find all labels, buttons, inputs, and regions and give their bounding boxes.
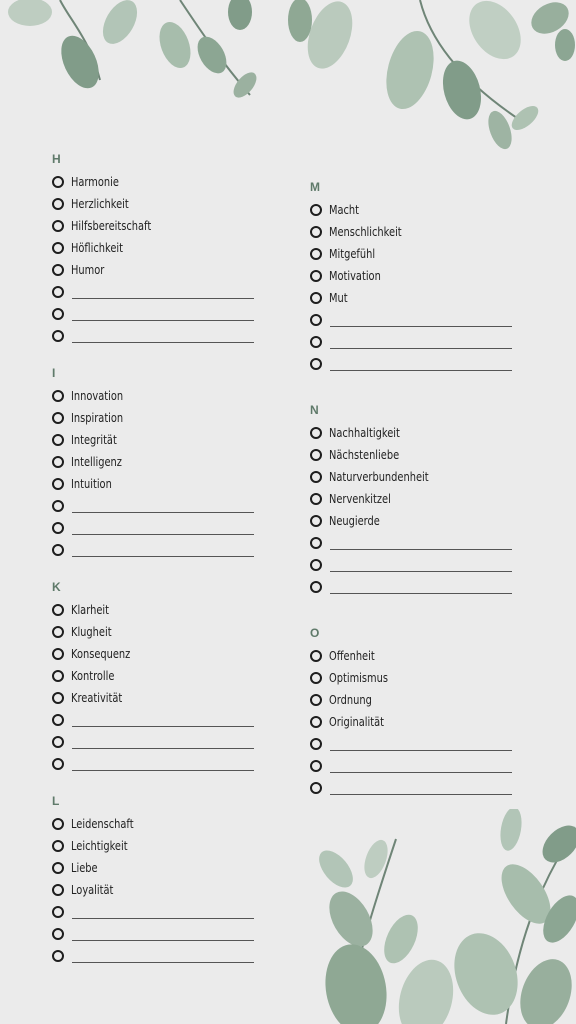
blank-line[interactable]: [72, 770, 254, 771]
blank-value-item[interactable]: [52, 520, 282, 536]
circle-outline-icon[interactable]: [52, 714, 64, 726]
section-letter: I: [52, 366, 56, 380]
circle-outline-icon[interactable]: [52, 692, 64, 704]
value-label: Optimismus: [329, 671, 388, 685]
blank-value-item[interactable]: [52, 756, 282, 772]
section-letter: N: [310, 403, 319, 417]
circle-outline-icon[interactable]: [52, 198, 64, 210]
section-letter: H: [52, 152, 61, 166]
circle-outline-icon[interactable]: [52, 478, 64, 490]
value-item[interactable]: [310, 714, 540, 730]
blank-line[interactable]: [330, 571, 512, 572]
circle-outline-icon[interactable]: [310, 204, 322, 216]
blank-value-item[interactable]: [52, 284, 282, 300]
value-label: Menschlichkeit: [329, 225, 402, 239]
circle-outline-icon[interactable]: [52, 818, 64, 830]
value-label: Ordnung: [329, 693, 372, 707]
blank-line[interactable]: [72, 534, 254, 535]
circle-outline-icon[interactable]: [310, 650, 322, 662]
value-label: Klugheit: [71, 625, 112, 639]
circle-outline-icon[interactable]: [52, 736, 64, 748]
value-label: Naturverbundenheit: [329, 470, 429, 484]
section-letter: O: [310, 626, 320, 640]
circle-outline-icon[interactable]: [310, 672, 322, 684]
value-item[interactable]: [310, 692, 540, 708]
blank-line[interactable]: [330, 326, 512, 327]
section-n: [310, 403, 540, 601]
circle-outline-icon[interactable]: [310, 248, 322, 260]
section-l: [52, 794, 282, 970]
circle-outline-icon[interactable]: [52, 862, 64, 874]
blank-line[interactable]: [72, 962, 254, 963]
value-label: Macht: [329, 203, 360, 217]
circle-outline-icon[interactable]: [52, 522, 64, 534]
eucalyptus-leaves-bottom: [276, 809, 576, 1024]
value-label: Loyalität: [71, 883, 114, 897]
circle-outline-icon[interactable]: [52, 220, 64, 232]
circle-outline-icon[interactable]: [52, 286, 64, 298]
value-label: Herzlichkeit: [71, 197, 129, 211]
value-item[interactable]: [52, 646, 282, 662]
blank-line[interactable]: [72, 940, 254, 941]
value-item[interactable]: [310, 246, 540, 262]
value-label: Integrität: [71, 433, 117, 447]
value-item[interactable]: [52, 690, 282, 706]
blank-line[interactable]: [330, 593, 512, 594]
circle-outline-icon[interactable]: [52, 758, 64, 770]
section-m: [310, 180, 540, 378]
blank-line[interactable]: [72, 512, 254, 513]
value-label: Mut: [329, 291, 348, 305]
value-item[interactable]: [52, 668, 282, 684]
section-k: [52, 580, 282, 778]
section-letter: M: [310, 180, 320, 194]
circle-outline-icon[interactable]: [52, 928, 64, 940]
circle-outline-icon[interactable]: [52, 242, 64, 254]
blank-value-item[interactable]: [52, 328, 282, 344]
circle-outline-icon[interactable]: [52, 604, 64, 616]
blank-line[interactable]: [72, 320, 254, 321]
circle-outline-icon[interactable]: [52, 906, 64, 918]
circle-outline-icon[interactable]: [310, 694, 322, 706]
circle-outline-icon[interactable]: [52, 626, 64, 638]
circle-outline-icon[interactable]: [52, 390, 64, 402]
value-item[interactable]: [52, 454, 282, 470]
circle-outline-icon[interactable]: [52, 308, 64, 320]
circle-outline-icon[interactable]: [310, 515, 322, 527]
circle-outline-icon[interactable]: [310, 537, 322, 549]
circle-outline-icon[interactable]: [310, 427, 322, 439]
value-item[interactable]: [310, 268, 540, 284]
blank-line[interactable]: [72, 298, 254, 299]
blank-value-item[interactable]: [52, 542, 282, 558]
value-item[interactable]: [52, 602, 282, 618]
circle-outline-icon[interactable]: [310, 226, 322, 238]
value-item[interactable]: [52, 838, 282, 854]
blank-line[interactable]: [72, 342, 254, 343]
value-item[interactable]: [52, 476, 282, 492]
value-item[interactable]: [310, 469, 540, 485]
blank-value-item[interactable]: [52, 926, 282, 942]
circle-outline-icon[interactable]: [52, 884, 64, 896]
circle-outline-icon[interactable]: [52, 434, 64, 446]
blank-value-item[interactable]: [310, 334, 540, 350]
blank-value-item[interactable]: [52, 948, 282, 964]
circle-outline-icon[interactable]: [310, 314, 322, 326]
circle-outline-icon[interactable]: [310, 471, 322, 483]
value-item[interactable]: [310, 425, 540, 441]
blank-line[interactable]: [72, 918, 254, 919]
value-item[interactable]: [310, 670, 540, 686]
value-item[interactable]: [310, 491, 540, 507]
value-item[interactable]: [52, 410, 282, 426]
circle-outline-icon[interactable]: [310, 270, 322, 282]
value-item[interactable]: [310, 513, 540, 529]
eucalyptus-leaves-top: [0, 0, 576, 170]
value-label: Originalität: [329, 715, 384, 729]
circle-outline-icon[interactable]: [52, 264, 64, 276]
circle-outline-icon[interactable]: [310, 716, 322, 728]
value-item[interactable]: [52, 860, 282, 876]
circle-outline-icon[interactable]: [52, 670, 64, 682]
value-item[interactable]: [52, 388, 282, 404]
blank-value-item[interactable]: [310, 312, 540, 328]
circle-outline-icon[interactable]: [52, 544, 64, 556]
circle-outline-icon[interactable]: [52, 176, 64, 188]
circle-outline-icon[interactable]: [310, 760, 322, 772]
section-letter: K: [52, 580, 61, 594]
value-item[interactable]: [310, 290, 540, 306]
value-label: Konsequenz: [71, 647, 131, 661]
circle-outline-icon[interactable]: [310, 581, 322, 593]
value-label: Kreativität: [71, 691, 123, 705]
circle-outline-icon[interactable]: [310, 493, 322, 505]
value-label: Nächstenliebe: [329, 448, 400, 462]
section-letter: L: [52, 794, 60, 808]
circle-outline-icon[interactable]: [52, 330, 64, 342]
circle-outline-icon[interactable]: [52, 500, 64, 512]
value-item[interactable]: [52, 262, 282, 278]
value-label: Intelligenz: [71, 455, 122, 469]
circle-outline-icon[interactable]: [310, 292, 322, 304]
circle-outline-icon[interactable]: [310, 782, 322, 794]
circle-outline-icon[interactable]: [310, 559, 322, 571]
blank-line[interactable]: [72, 748, 254, 749]
value-label: Leidenschaft: [71, 817, 134, 831]
blank-value-item[interactable]: [310, 780, 540, 796]
value-label: Nachhaltigkeit: [329, 426, 400, 440]
value-label: Höflichkeit: [71, 241, 123, 255]
value-item[interactable]: [310, 648, 540, 664]
circle-outline-icon[interactable]: [52, 950, 64, 962]
blank-value-item[interactable]: [310, 758, 540, 774]
value-label: Neugierde: [329, 514, 380, 528]
section-o: [310, 626, 540, 802]
blank-line[interactable]: [330, 549, 512, 550]
blank-line[interactable]: [330, 750, 512, 751]
value-item[interactable]: [310, 202, 540, 218]
value-label: Humor: [71, 263, 105, 277]
circle-outline-icon[interactable]: [310, 358, 322, 370]
circle-outline-icon[interactable]: [310, 449, 322, 461]
blank-value-item[interactable]: [52, 498, 282, 514]
blank-line[interactable]: [330, 348, 512, 349]
value-label: Motivation: [329, 269, 381, 283]
circle-outline-icon[interactable]: [310, 336, 322, 348]
value-item[interactable]: [52, 432, 282, 448]
value-label: Klarheit: [71, 603, 109, 617]
value-item[interactable]: [52, 816, 282, 832]
value-label: Intuition: [71, 477, 112, 491]
circle-outline-icon[interactable]: [52, 840, 64, 852]
value-item[interactable]: [52, 624, 282, 640]
value-item[interactable]: [52, 240, 282, 256]
value-label: Kontrolle: [71, 669, 115, 683]
section-i: [52, 366, 282, 564]
blank-value-item[interactable]: [310, 557, 540, 573]
value-label: Innovation: [71, 389, 124, 403]
value-label: Harmonie: [71, 175, 119, 189]
blank-value-item[interactable]: [310, 736, 540, 752]
blank-value-item[interactable]: [310, 535, 540, 551]
value-label: Liebe: [71, 861, 98, 875]
value-item[interactable]: [52, 196, 282, 212]
value-label: Inspiration: [71, 411, 124, 425]
blank-line[interactable]: [72, 726, 254, 727]
blank-value-item[interactable]: [52, 712, 282, 728]
blank-line[interactable]: [72, 556, 254, 557]
circle-outline-icon[interactable]: [52, 648, 64, 660]
blank-line[interactable]: [330, 370, 512, 371]
blank-value-item[interactable]: [310, 579, 540, 595]
value-label: Leichtigkeit: [71, 839, 128, 853]
value-item[interactable]: [310, 224, 540, 240]
value-item[interactable]: [52, 218, 282, 234]
value-item[interactable]: [310, 447, 540, 463]
value-label: Nervenkitzel: [329, 492, 391, 506]
blank-line[interactable]: [330, 794, 512, 795]
section-h: [52, 152, 282, 350]
value-item[interactable]: [52, 174, 282, 190]
value-label: Hilfsbereitschaft: [71, 219, 152, 233]
blank-value-item[interactable]: [52, 306, 282, 322]
value-item[interactable]: [52, 882, 282, 898]
blank-value-item[interactable]: [52, 904, 282, 920]
blank-value-item[interactable]: [52, 734, 282, 750]
blank-value-item[interactable]: [310, 356, 540, 372]
value-label: Mitgefühl: [329, 247, 376, 261]
circle-outline-icon[interactable]: [52, 412, 64, 424]
blank-line[interactable]: [330, 772, 512, 773]
circle-outline-icon[interactable]: [310, 738, 322, 750]
circle-outline-icon[interactable]: [52, 456, 64, 468]
value-label: Offenheit: [329, 649, 375, 663]
